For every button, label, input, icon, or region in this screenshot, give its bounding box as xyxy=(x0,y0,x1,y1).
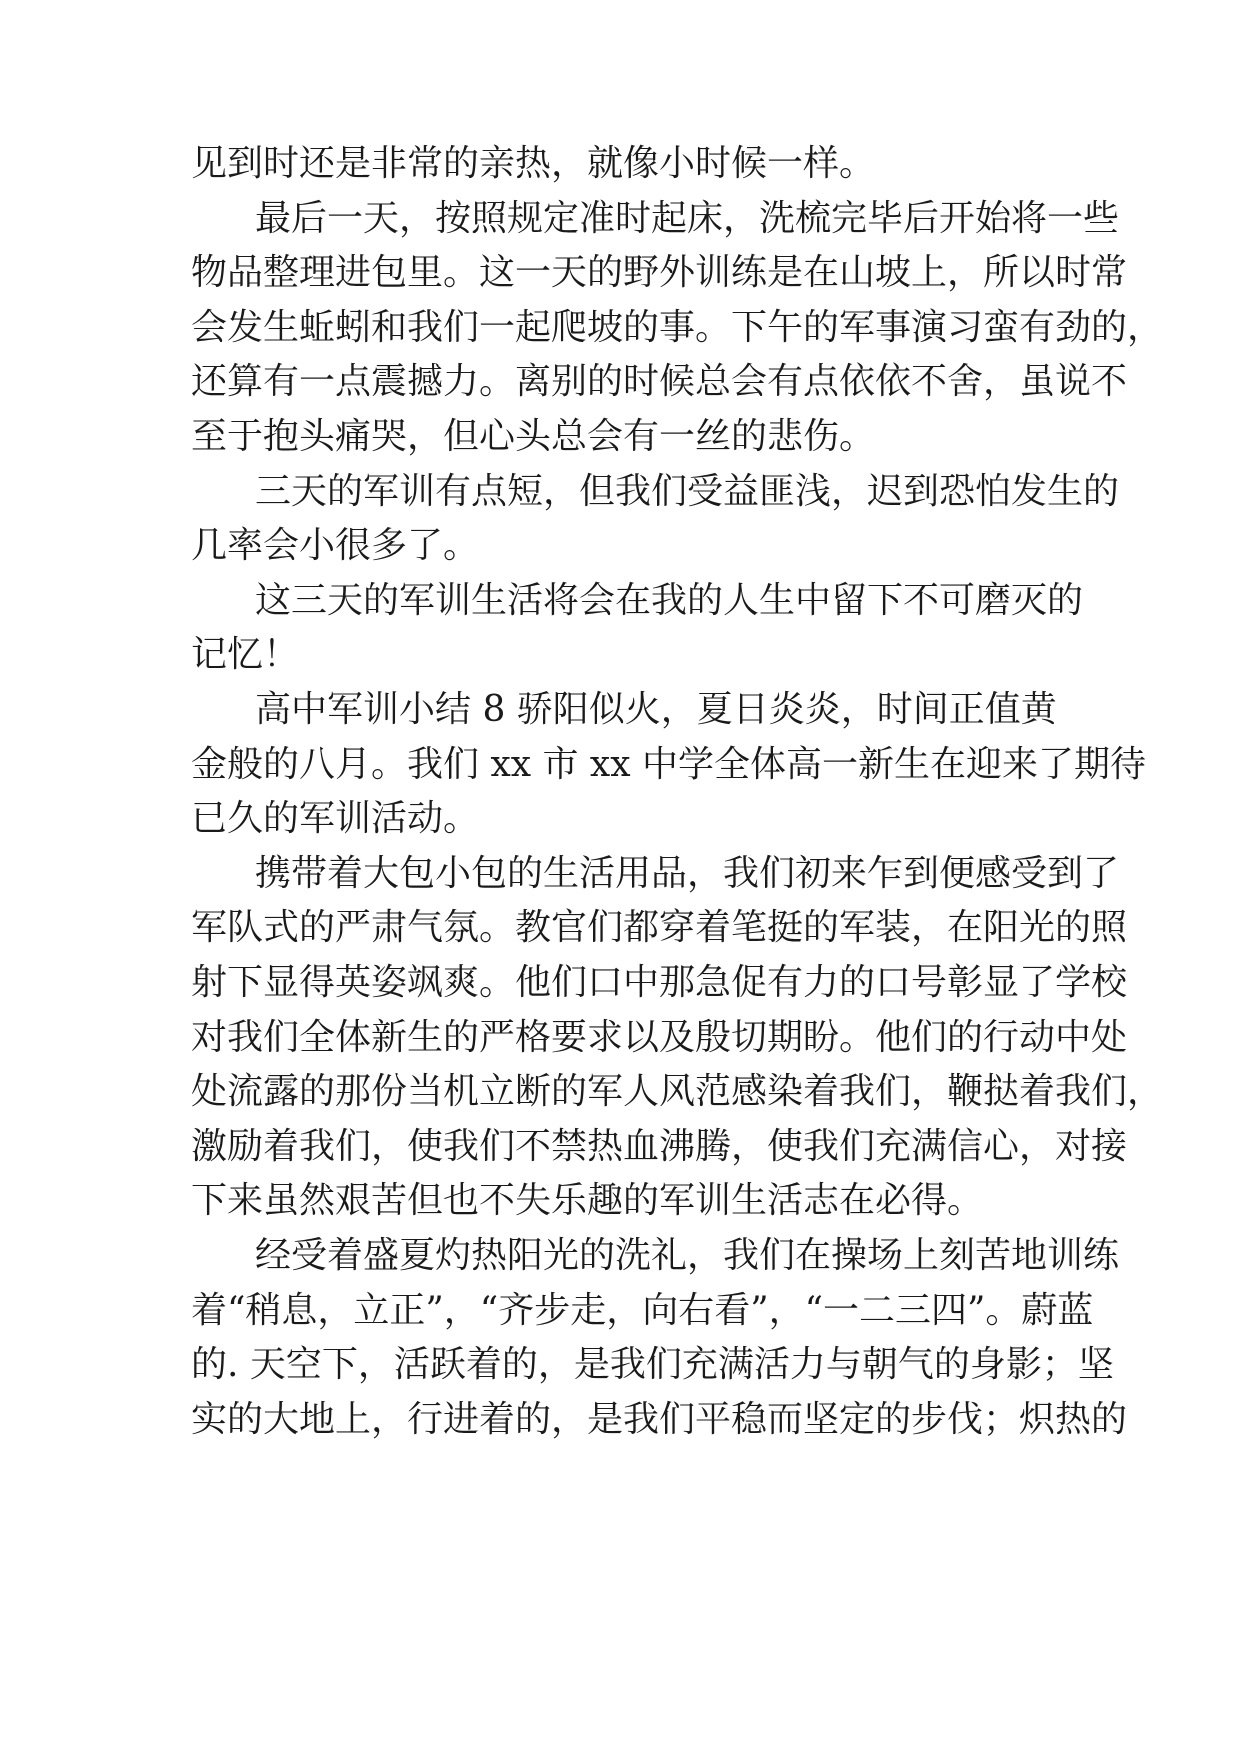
text-line: 经受着盛夏灼热阳光的洗礼，我们在操场上刻苦地训练 xyxy=(255,1235,1120,1276)
text-line: 已久的军训活动。 xyxy=(191,798,480,839)
text-line: 高中军训小结 8 骄阳似火，夏日炎炎，时间正值黄 xyxy=(255,689,1057,730)
text-line: 至于抱头痛哭，但心头总会有一丝的悲伤。 xyxy=(191,416,876,457)
text-line: 这三天的军训生活将会在我的人生中留下不可磨灭的 xyxy=(255,580,1084,621)
text-line: 下来虽然艰苦但也不失乐趣的军训生活志在必得。 xyxy=(191,1180,984,1221)
text-line: 记忆！ xyxy=(191,634,300,675)
text-line: 几率会小很多了。 xyxy=(191,525,480,566)
text-line: 对我们全体新生的严格要求以及殷切期盼。他们的行动中处 xyxy=(191,1017,1128,1058)
text-line: 还算有一点震撼力。离别的时候总会有点依依不舍，虽说不 xyxy=(191,361,1128,402)
text-line: 携带着大包小包的生活用品，我们初来乍到便感受到了 xyxy=(255,853,1120,894)
text-line: 金般的八月。我们 xx 市 xx 中学全体高一新生在迎来了期待 xyxy=(191,744,1146,785)
text-line: 见到时还是非常的亲热，就像小时候一样。 xyxy=(191,143,876,184)
text-line: 物品整理进包里。这一天的野外训练是在山坡上，所以时常 xyxy=(191,252,1128,293)
text-line: 射下显得英姿飒爽。他们口中那急促有力的口号彰显了学校 xyxy=(191,962,1128,1003)
text-line: 处流露的那份当机立断的军人风范感染着我们，鞭挞着我们， xyxy=(191,1071,1164,1112)
text-line: 着“稍息，立正”，“齐步走，向右看”，“一二三四”。蔚蓝 xyxy=(191,1290,1094,1331)
text-line: 会发生蚯蚓和我们一起爬坡的事。下午的军事演习蛮有劲的， xyxy=(191,307,1164,348)
text-line: 军队式的严肃气氛。教官们都穿着笔挺的军装，在阳光的照 xyxy=(191,907,1128,948)
text-line: 的. 天空下，活跃着的，是我们充满活力与朝气的身影；坚 xyxy=(191,1344,1114,1385)
text-line: 实的大地上，行进着的，是我们平稳而坚定的步伐；炽热的 xyxy=(191,1399,1128,1440)
text-line: 三天的军训有点短，但我们受益匪浅，迟到恐怕发生的 xyxy=(255,471,1120,512)
text-line: 激励着我们，使我们不禁热血沸腾，使我们充满信心，对接 xyxy=(191,1126,1128,1167)
text-line: 最后一天，按照规定准时起床，洗梳完毕后开始将一些 xyxy=(255,198,1120,239)
